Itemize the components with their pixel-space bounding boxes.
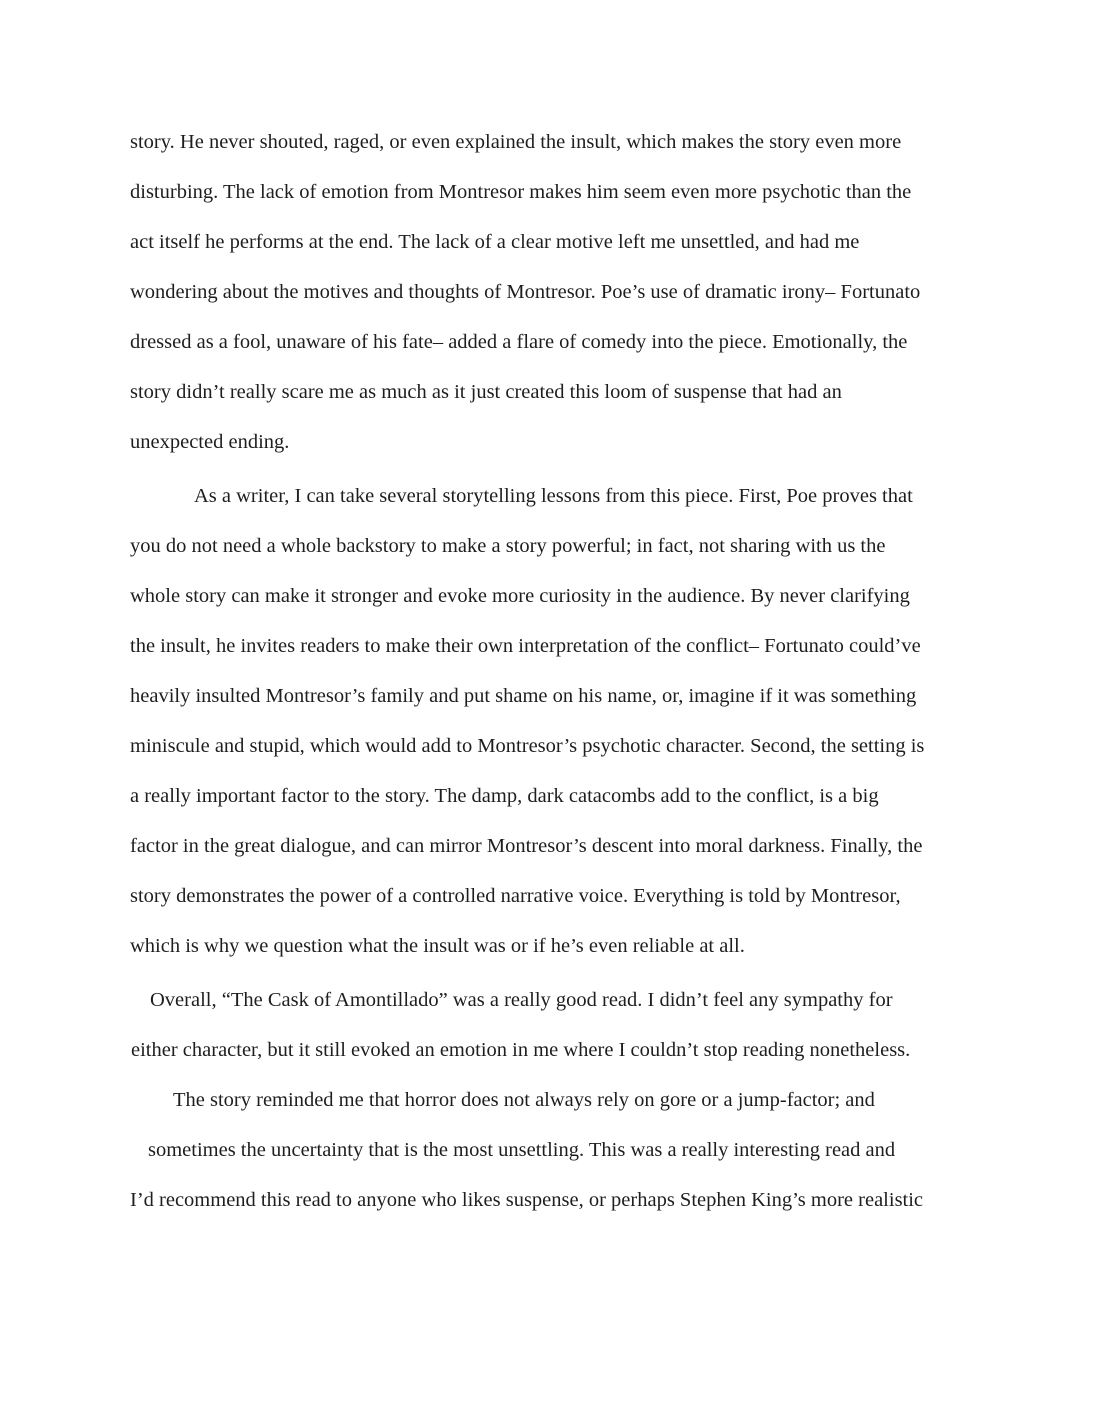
text-line: I’d recommend this read to anyone who likes suspense, or perhaps Stephen King’s more realistic: [130, 1189, 924, 1211]
text-line: story. He never shouted, raged, or even explained the insult, which makes the story even more: [130, 131, 902, 153]
text-line: story demonstrates the power of a controlled narrative voice. Everything is told by Montresor,: [130, 885, 901, 907]
text-line: either character, but it still evoked an emotion in me where I couldn’t stop reading nonetheless.: [131, 1039, 911, 1061]
text-line: factor in the great dialogue, and can mirror Montresor’s descent into moral darkness. Finally, the: [130, 835, 923, 857]
text-line: miniscule and stupid, which would add to Montresor’s psychotic character. Second, the setting is: [130, 735, 925, 757]
text-line: Overall, “The Cask of Amontillado” was a really good read. I didn’t feel any sympathy for: [150, 989, 893, 1011]
text-line: dressed as a fool, unaware of his fate– added a flare of comedy into the piece. Emotionally, the: [130, 331, 908, 353]
text-line: heavily insulted Montresor’s family and put shame on his name, or, imagine if it was something: [130, 685, 917, 707]
text-line: act itself he performs at the end. The lack of a clear motive left me unsettled, and had me: [130, 231, 860, 253]
text-line: The story reminded me that horror does not always rely on gore or a jump-factor; and: [173, 1089, 875, 1111]
text-line: sometimes the uncertainty that is the most unsettling. This was a really interesting read and: [148, 1139, 896, 1161]
text-line: story didn’t really scare me as much as it just created this loom of suspense that had an: [130, 381, 842, 403]
text-line: you do not need a whole backstory to make a story powerful; in fact, not sharing with us the: [130, 535, 886, 557]
text-line: the insult, he invites readers to make their own interpretation of the conflict– Fortunato could’ve: [130, 635, 921, 657]
text-line: whole story can make it stronger and evoke more curiosity in the audience. By never clarifying: [130, 585, 910, 607]
text-line: wondering about the motives and thoughts of Montresor. Poe’s use of dramatic irony– Fortunato: [130, 281, 921, 303]
text-line: a really important factor to the story. The damp, dark catacombs add to the conflict, is a big: [130, 785, 879, 807]
text-line: which is why we question what the insult was or if he’s even reliable at all.: [130, 935, 745, 957]
text-line: disturbing. The lack of emotion from Montresor makes him seem even more psychotic than the: [130, 181, 912, 203]
text-line: unexpected ending.: [130, 431, 290, 453]
text-line: As a writer, I can take several storytelling lessons from this piece. First, Poe proves that: [194, 485, 913, 507]
